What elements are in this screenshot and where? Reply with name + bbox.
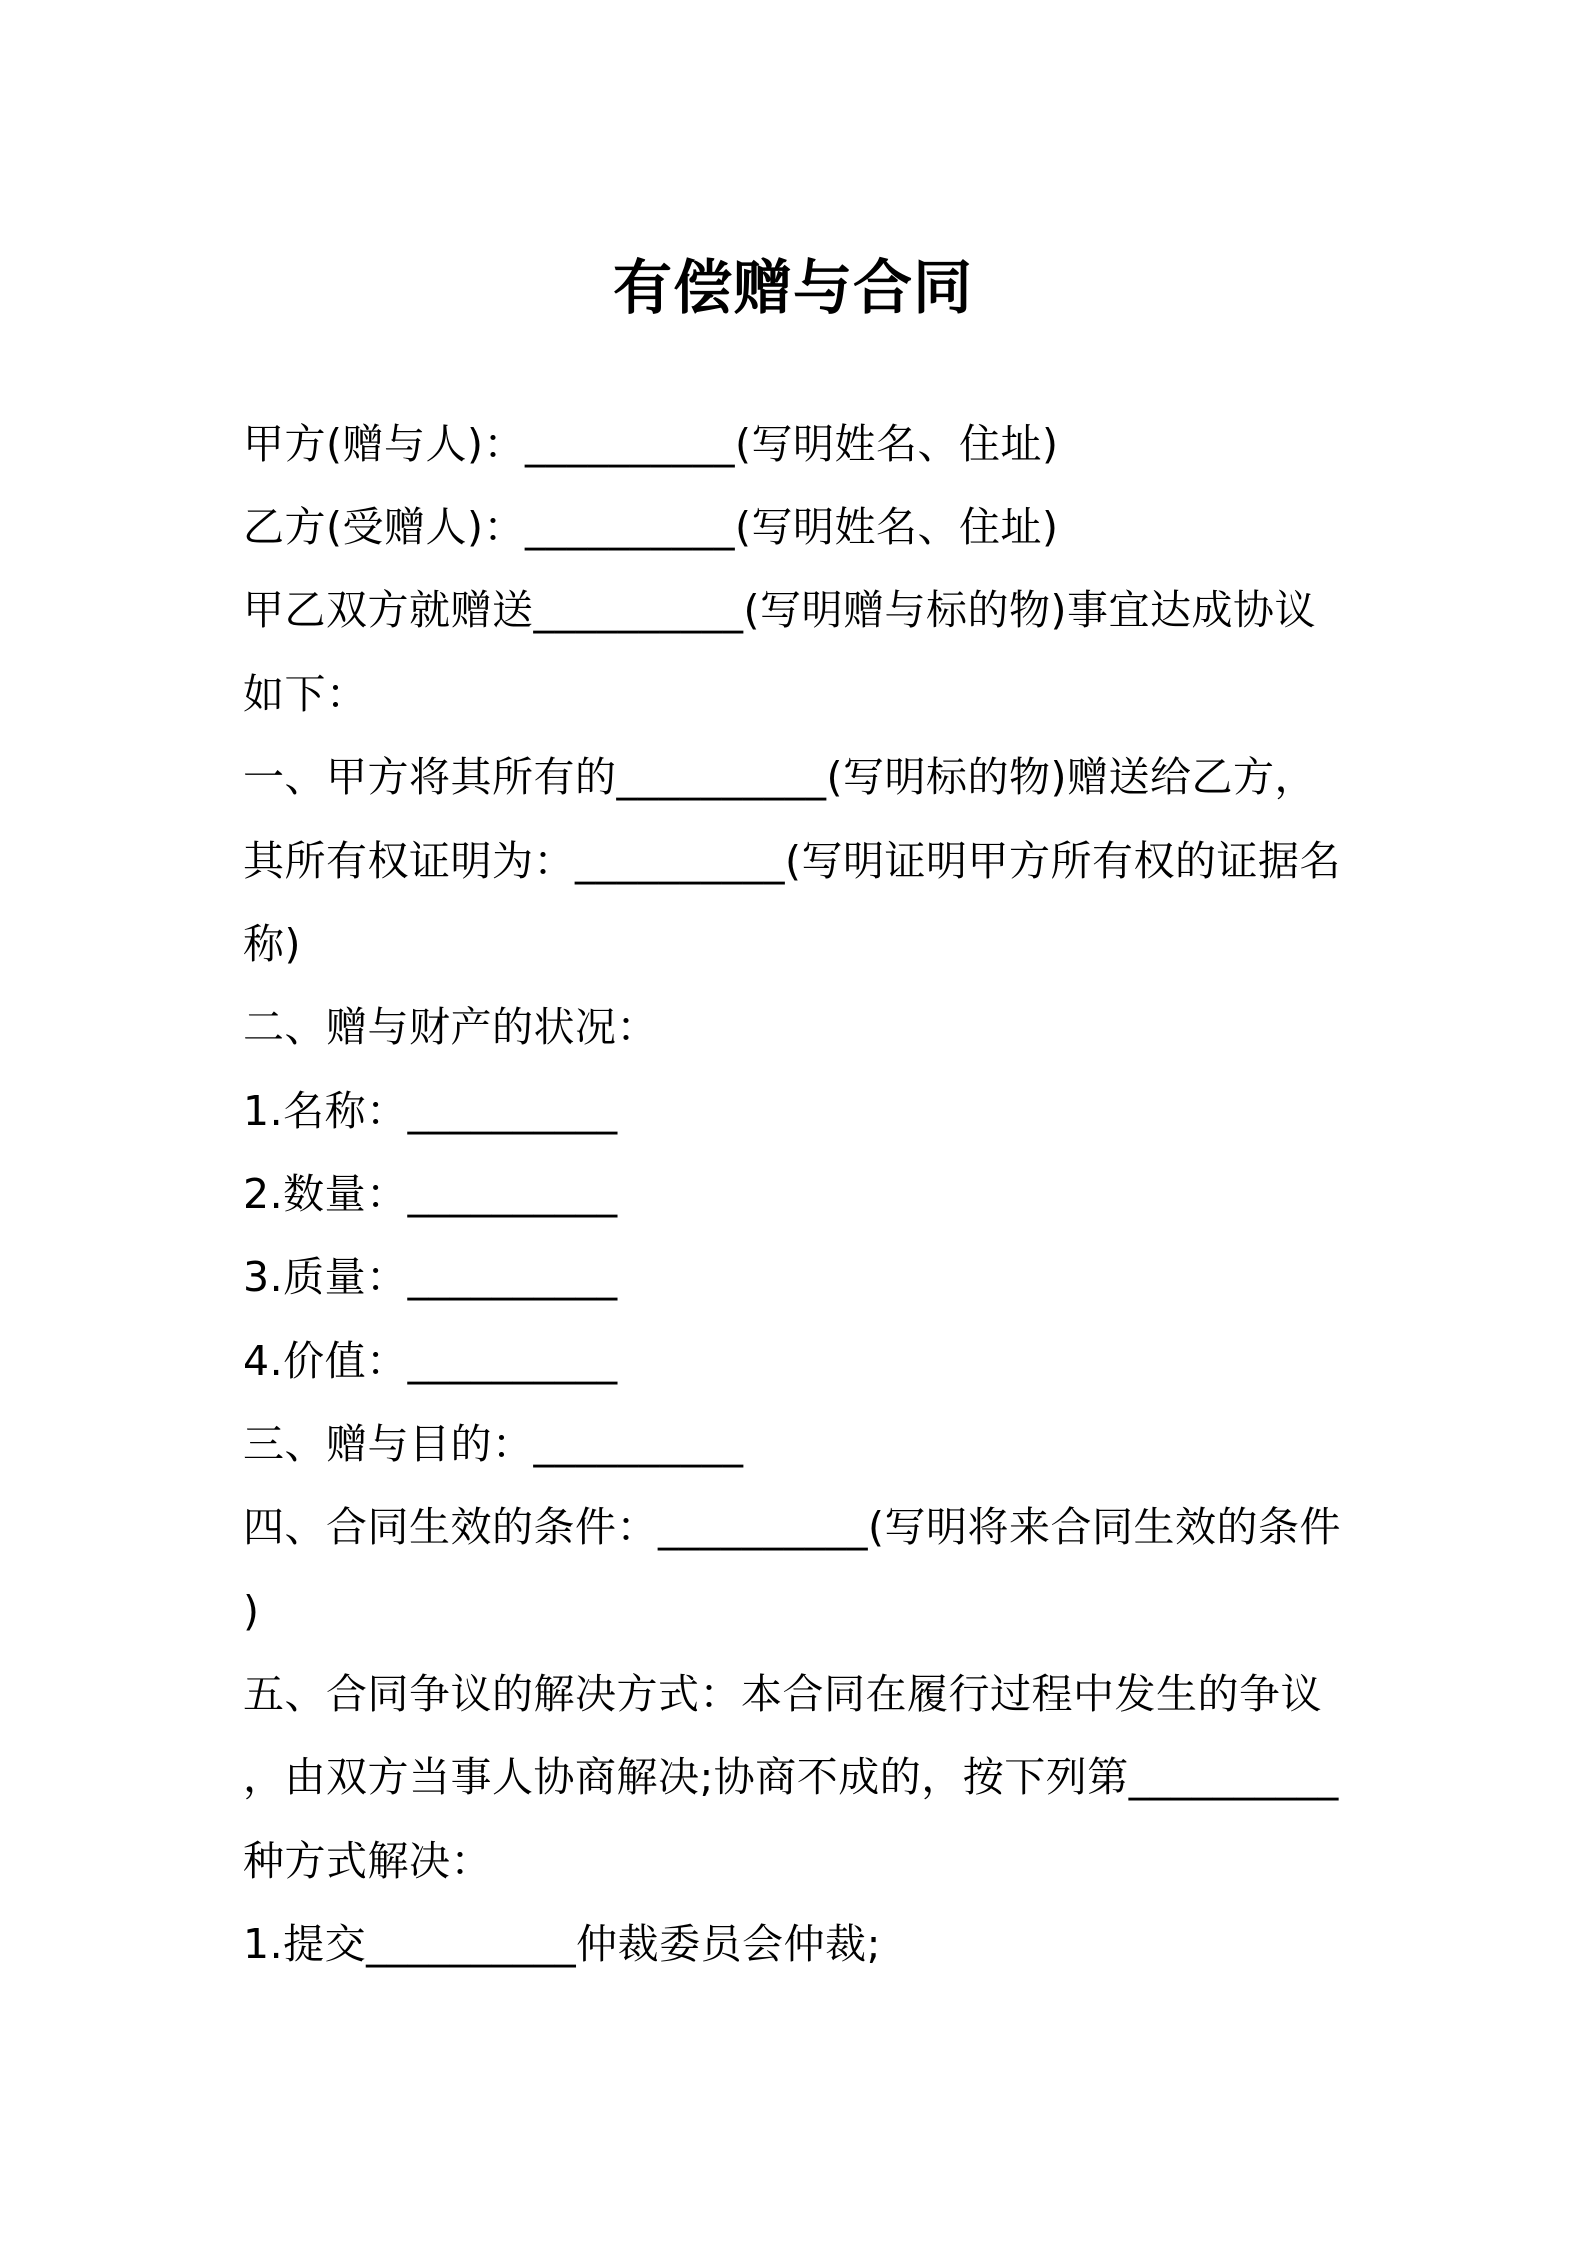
property-quality-line: 3.质量：__________ [243, 1253, 618, 1301]
clause-5-line-cont: ，由双方当事人协商解决;协商不成的，按下列第__________ [243, 1753, 1339, 1801]
clause-5-line: 五、合同争议的解决方式：本合同在履行过程中发生的争议 [243, 1670, 1322, 1718]
clause-5-line-end: 种方式解决： [243, 1837, 492, 1885]
property-value-line: 4.价值：__________ [243, 1337, 618, 1385]
property-quantity-line: 2.数量：__________ [243, 1170, 618, 1218]
clause-4-line: 四、合同生效的条件：__________(写明将来合同生效的条件 [243, 1503, 1341, 1551]
clause-1-line: 一、甲方将其所有的__________(写明标的物)赠送给乙方， [243, 753, 1316, 801]
clause-3-line: 三、赠与目的：__________ [243, 1420, 744, 1468]
document-title: 有偿赠与合同 [612, 253, 973, 322]
arbitration-option-line: 1.提交__________仲裁委员会仲裁; [243, 1920, 881, 1968]
agreement-intro-line: 甲乙双方就赠送__________(写明赠与标的物)事宜达成协议 [243, 586, 1316, 634]
clause-2-heading: 二、赠与财产的状况： [243, 1003, 658, 1051]
party-a-line: 甲方(赠与人)：__________(写明姓名、住址) [243, 420, 1059, 468]
agreement-intro-line-cont: 如下： [243, 670, 368, 718]
party-b-line: 乙方(受赠人)：__________(写明姓名、住址) [243, 503, 1059, 551]
clause-4-line-cont: ) [243, 1587, 260, 1635]
clause-1-ownership-line-cont: 称) [243, 920, 301, 968]
property-name-line: 1.名称：__________ [243, 1087, 618, 1135]
clause-1-ownership-line: 其所有权证明为：__________(写明证明甲方所有权的证据名 [243, 837, 1341, 885]
